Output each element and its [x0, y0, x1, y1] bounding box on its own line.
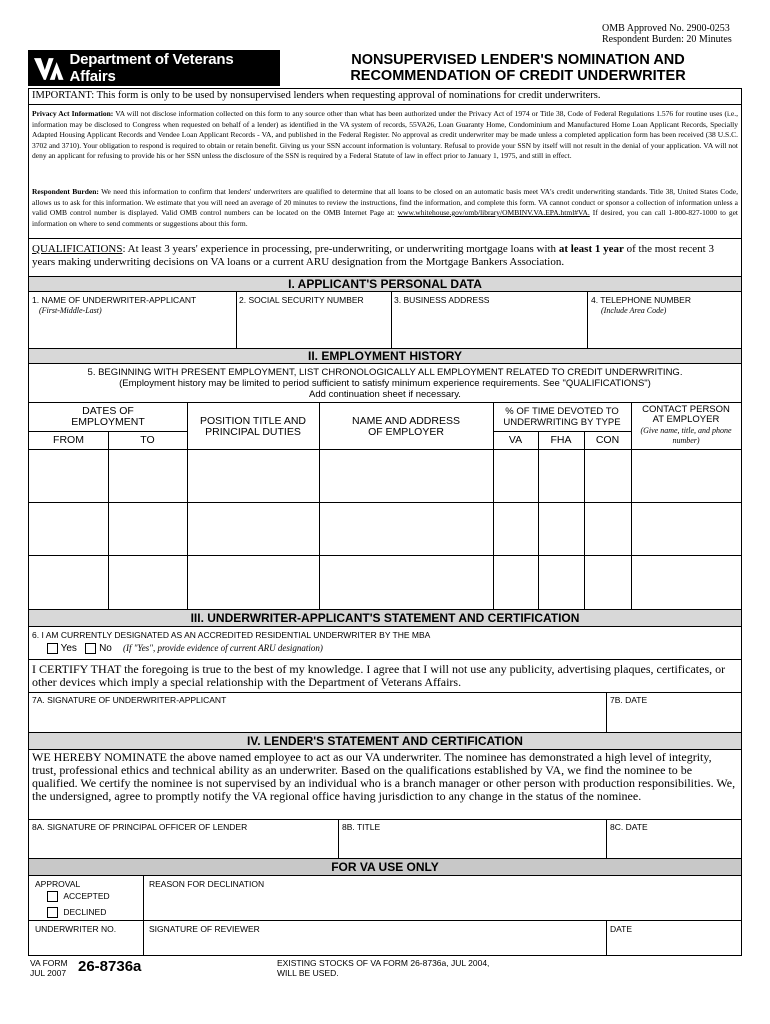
to-header: TO [140, 434, 155, 446]
burden-text: We need this information to confirm that lenders' underwriters are qualified to determine that all loans to be closed on an automatic basis meet VA's credit underwriting standards. Title 38, United States Code, allows us to ask for this information. We estimate that you will need an average of 20 minutes to review the instructions, find the information, and complete this form. VA cannot conduct or sponsor a collection of information unless a valid OMB control number is displayed. Valid OMB control numbers can be located on the OMB Internet Page at: [32, 187, 738, 217]
privacy-act-info [32, 109, 738, 162]
stocks-line2: WILL BE USED. [277, 968, 339, 978]
burden-text2: If desired, you can call 1-800-827-1000 to get information on where to send comments or suggestions about this form. [32, 208, 738, 228]
no-checkbox[interactable] [85, 643, 96, 654]
instruction-line2: (Employment history may be limited to period sufficient to satisfy minimum experience requirements. See "QUALIFICATIONS") [119, 378, 651, 389]
name-label: 1. NAME OF UNDERWRITER-APPLICANT [32, 295, 197, 305]
officer-signature-field[interactable] [29, 832, 338, 856]
accepted-label: ACCEPTED [63, 891, 110, 901]
stocks-line1: EXISTING STOCKS OF VA FORM 26-8736a, JUL 2004, [277, 958, 490, 968]
form-body [28, 88, 742, 956]
underwriter-no-label: UNDERWRITER NO. [35, 924, 117, 934]
form-id [30, 958, 68, 978]
employment-instructions [29, 367, 741, 400]
respondent-burden [32, 187, 738, 229]
no-label: No [99, 643, 112, 655]
section3-title: III. UNDERWRITER-APPLICANT'S STATEMENT AND CERTIFICATION [29, 609, 741, 627]
title-label: 8B. TITLE [342, 822, 381, 832]
contact-header: CONTACT PERSON AT EMPLOYER [642, 404, 730, 425]
form-title [318, 52, 718, 84]
respondent-burden-time: Respondent Burden: 20 Minutes [602, 34, 732, 45]
percent-header: % OF TIME DEVOTED TO UNDERWRITING BY TYPE [503, 406, 621, 428]
yes-checkbox[interactable] [47, 643, 58, 654]
q6-label: 6. I AM CURRENTLY DESIGNATED AS AN ACCREDITED RESIDENTIAL UNDERWRITER BY THE MBA [32, 630, 431, 640]
ssn-field[interactable] [237, 304, 391, 351]
reviewer-signature-field[interactable] [144, 934, 606, 954]
privacy-text: VA will not disclose information collected on this form to any source other than what has been authorized under the Privacy Act of 1974 or Title 38, Code of Federal Regulations 1.576 for routine uses (i.e., information may be disclosed to Congress when requested on behalf of a lender) as identified in the VA system of records, 55VA26, Loan Guaranty Home, Condominium and Manufactured Home Loan Applicant Records, Specially Adapted Housing Applicant Records and Vendee Loan Applicant Records - VA, and published in the Federal Register. No approval as credit underwriter may be made unless a completed application form has been received (38 U.S.C. 3702 and 3710). Your obligation to respond is required to obtain or retain benefit. Giving us your SSN account information is voluntary. Refusal to provide your SSN by itself will not result in the denial of your application. VA will not deny an applicant for refusing to provide his or her SSN unless the disclosure of the SSN is required by a Federal Statute of law in effect prior to January 1, 1975, and still in effect. [32, 109, 738, 160]
nomination-text: WE HEREBY NOMINATE the above named employee to act as our VA underwriter. The nominee has demonstrated a high level of integrity, trust, professional ethics and technical ability as an underwriter. Based on the qualifications established by VA, we find the nominee to be qualified. We certify the nominee is not supervised by an individual who is a branch manager or other person with production responsibilities. We, the undersigned, agree to promptly notify the VA regional office having jurisdiction to any change in the status of the nominee. [32, 750, 736, 803]
from-header: FROM [53, 434, 84, 446]
va-logo-icon [32, 54, 66, 82]
declined-checkbox[interactable] [47, 907, 58, 918]
telephone-sub: (Include Area Code) [601, 306, 667, 315]
underwriter-no-field[interactable] [29, 934, 143, 954]
title-field[interactable] [339, 832, 606, 856]
certification-text: I CERTIFY THAT the foregoing is true to the best of my knowledge. I agree that I will not use any publicity, advertising plaques, certificates, or other devices which imply a special relationship with the Department of Veterans Affairs. [32, 662, 726, 689]
officer-signature-label: 8A. SIGNATURE OF PRINCIPAL OFFICER OF LENDER [32, 822, 248, 832]
va-form-label: VA FORM [30, 958, 68, 968]
omb-link[interactable]: www.whitehouse.gov/omb/library/OMBINV.VA.EPA.html#VA. [397, 208, 590, 217]
business-address-label: 3. BUSINESS ADDRESS [394, 295, 490, 305]
ssn-label: 2. SOCIAL SECURITY NUMBER [239, 295, 364, 305]
reason-label: REASON FOR DECLINATION [149, 879, 265, 889]
applicant-date-field[interactable] [607, 705, 741, 729]
contact-sub: (Give name, title, and phone number) [640, 426, 732, 445]
instruction-line3: Add continuation sheet if necessary. [309, 389, 461, 400]
q6-sub: (If "Yes", provide evidence of current ARU designation) [122, 643, 323, 654]
existing-stocks [277, 958, 489, 978]
form-header [28, 50, 742, 88]
qualifications [32, 243, 738, 269]
privacy-label: Privacy Act Information: [32, 109, 114, 118]
business-address-field[interactable] [392, 304, 587, 351]
position-header: POSITION TITLE AND PRINCIPAL DUTIES [200, 415, 306, 438]
dates-header: DATES OF EMPLOYMENT [71, 405, 145, 428]
qualifications-bold: at least 1 year [558, 243, 624, 255]
reviewer-signature-label: SIGNATURE OF REVIEWER [149, 924, 260, 934]
qualifications-label: QUALIFICATIONS [32, 243, 123, 255]
accepted-option [47, 891, 110, 902]
review-date-field[interactable] [607, 934, 741, 954]
instruction-line1: 5. BEGINNING WITH PRESENT EMPLOYMENT, LIST CHRONOLOGICALLY ALL EMPLOYMENT RELATED TO CREDIT UNDERWRITING. [87, 367, 683, 378]
declined-label: DECLINED [63, 907, 107, 917]
employer-header: NAME AND ADDRESS OF EMPLOYER [352, 415, 460, 438]
omb-number: OMB Approved No. 2900-0253 [602, 23, 730, 34]
yes-label: Yes [60, 643, 77, 655]
agency-name: Department of Veterans Affairs [69, 51, 234, 85]
telephone-label: 4. TELEPHONE NUMBER [591, 295, 691, 305]
section2-title: II. EMPLOYMENT HISTORY [29, 348, 741, 364]
applicant-signature-field[interactable] [29, 705, 606, 729]
declined-option [47, 907, 106, 918]
section4-title: IV. LENDER'S STATEMENT AND CERTIFICATION [29, 732, 741, 750]
va-header: VA [508, 434, 523, 446]
approval-label: APPROVAL [35, 879, 81, 889]
form-number: 26-8736a [78, 958, 142, 975]
lender-date-field[interactable] [607, 832, 741, 856]
table-row[interactable] [29, 450, 741, 502]
reason-field[interactable] [144, 889, 741, 919]
table-row[interactable] [29, 503, 741, 555]
con-header: CON [595, 434, 620, 446]
important-note: IMPORTANT: This form is only to be used by nonsupervised lenders when requesting approval of nominations for credit underwriters. [32, 90, 601, 101]
omb-info [602, 23, 742, 45]
name-sub: (First-Middle-Last) [39, 306, 102, 315]
agency-banner [28, 50, 280, 86]
review-date-label: DATE [610, 924, 633, 934]
applicant-signature-label: 7A. SIGNATURE OF UNDERWRITER-APPLICANT [32, 695, 227, 705]
burden-label: Respondent Burden: [32, 187, 99, 196]
section1-title: I. APPLICANT'S PERSONAL DATA [29, 276, 741, 292]
qualifications-text2: of the most recent 3 years making underwriting decisions on VA loans or a current ARU designation from the Mortgage Bankers Association. [32, 243, 714, 268]
fha-header: FHA [550, 434, 572, 446]
form-date: JUL 2007 [30, 968, 67, 978]
q6-options [47, 643, 323, 654]
accepted-checkbox[interactable] [47, 891, 58, 902]
form-title-line2: RECOMMENDATION OF CREDIT UNDERWRITER [350, 68, 686, 84]
form-title-line1: NONSUPERVISED LENDER'S NOMINATION AND [351, 52, 685, 68]
applicant-date-label: 7B. DATE [610, 695, 648, 705]
telephone-field[interactable] [588, 304, 741, 351]
lender-date-label: 8C. DATE [610, 822, 648, 832]
qualifications-text1: : At least 3 years' experience in processing, pre-underwriting, or underwriting mortgage loans with [122, 243, 559, 255]
table-row[interactable] [29, 556, 741, 609]
applicant-name-field[interactable] [29, 304, 236, 351]
va-use-title: FOR VA USE ONLY [29, 858, 741, 876]
